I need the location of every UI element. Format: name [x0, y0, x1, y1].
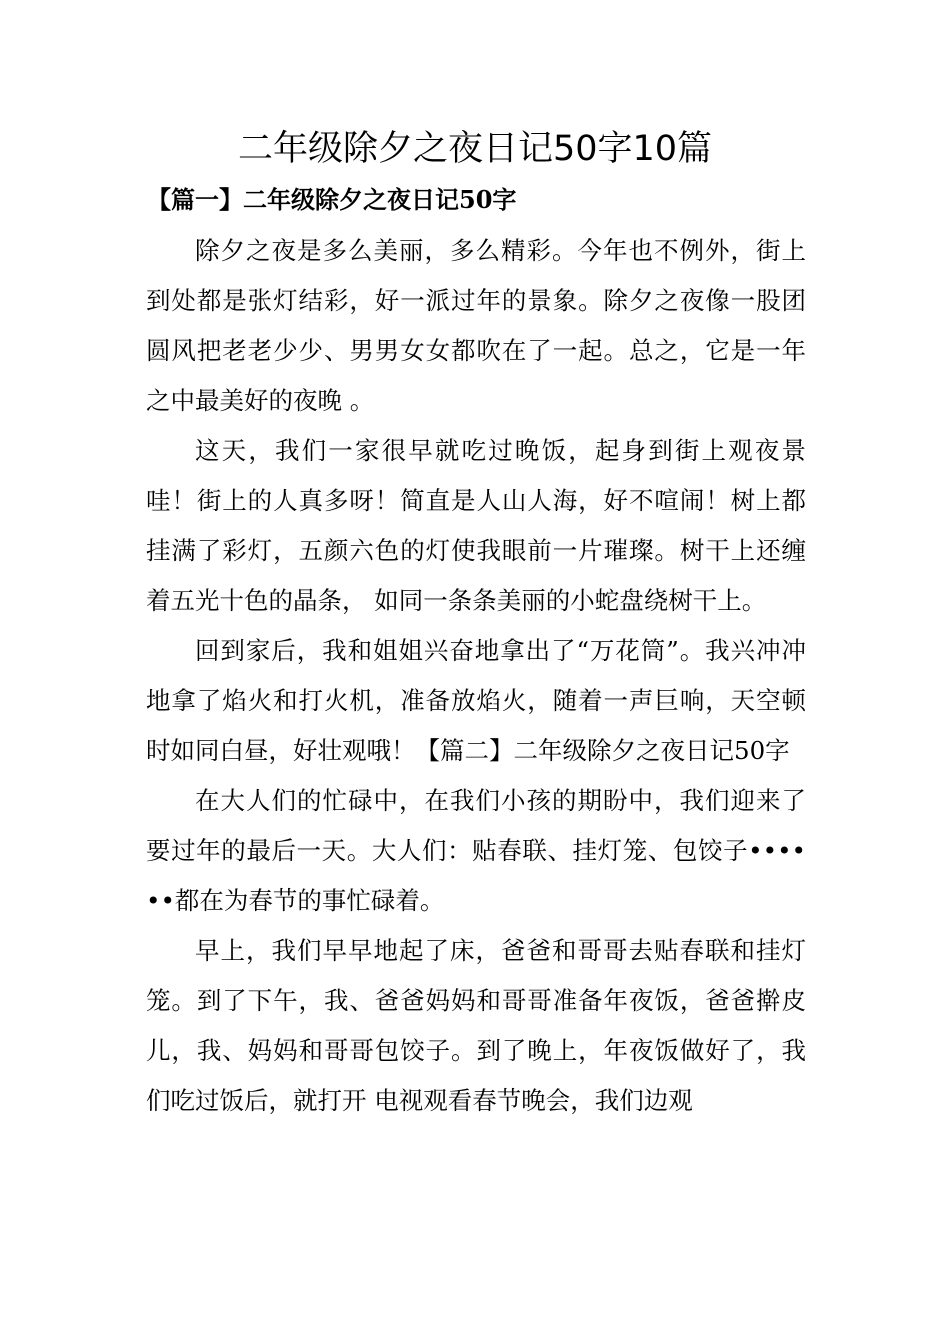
paragraph: 这天，我们一家很早就吃过晚饭，起身到街上观夜景哇！街上的人真多呀！简直是人山人海，好不喧闹！树上都挂满了彩灯，五颜六色的灯使我眼前一片璀璨。树干上还缠着五光十色的晶条， 如同一条条美丽的小蛇盘绕树干上。: [146, 436, 806, 615]
section-heading: 【篇一】二年级除夕之夜日记50字: [147, 185, 517, 214]
paragraph: 回到家后，我和姐姐兴奋地拿出了“万花筒”。我兴冲冲地拿了焰火和打火机，准备放焰火，随着一声巨响，天空顿时如同白昼，好壮观哦！【篇二】二年级除夕之夜日记50字: [146, 636, 806, 765]
paragraph: 在大人们的忙碌中，在我们小孩的期盼中，我们迎来了要过年的最后一天。大人们：贴春联、挂灯笼、包饺子••••••都在为春节的事忙碌着。: [146, 786, 806, 915]
paragraph: 除夕之夜是多么美丽，多么精彩。今年也不例外，街上到处都是张灯结彩，好一派过年的景象。除夕之夜像一股团圆风把老老少少、男男女女都吹在了一起。总之，它是一年之中最美好的夜晚 。: [146, 236, 806, 415]
document-title: 二年级除夕之夜日记50字10篇: [237, 129, 713, 169]
document-body: [146, 226, 806, 1126]
paragraph: 早上，我们早早地起了床，爸爸和哥哥去贴春联和挂灯笼。到了下午，我、爸爸妈妈和哥哥准备年夜饭，爸爸擀皮儿，我、妈妈和哥哥包饺子。到了晚上，年夜饭做好了，我们吃过饭后，就打开 电视观看春节晚会，我们边观: [146, 936, 806, 1115]
